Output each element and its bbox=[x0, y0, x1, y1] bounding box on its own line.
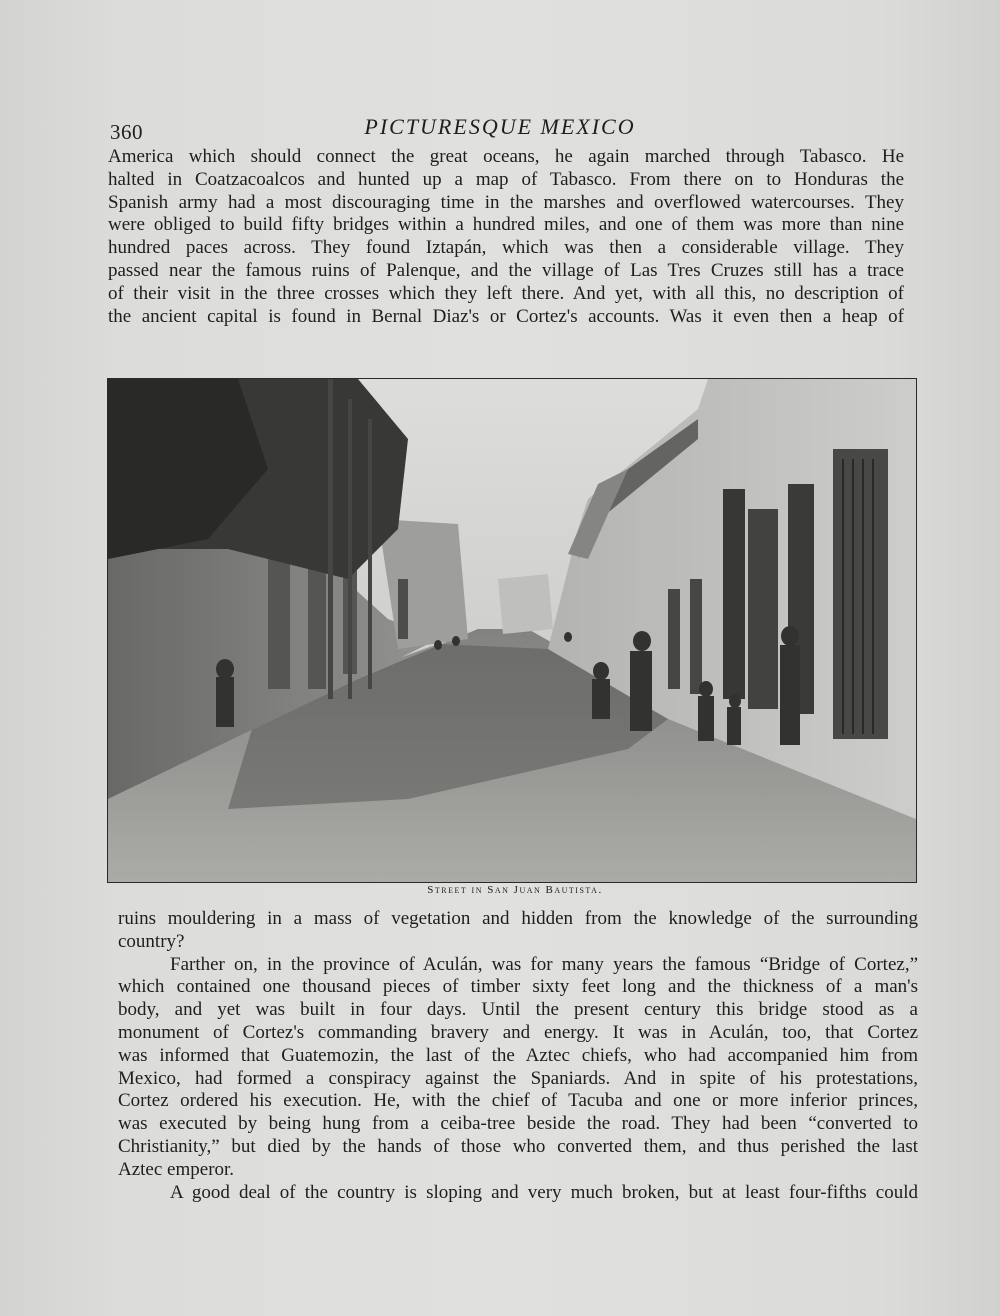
text-line: passed near the famous ruins of Palenque, and the village of Las Tres Cruzes still has a trace bbox=[108, 259, 904, 281]
text-line: Mexico, had formed a conspiracy against the Spaniards. And in spite of his protestations, bbox=[118, 1067, 918, 1089]
text-line: body, and yet was built in four days. Until the present century this bridge stood as a bbox=[118, 999, 918, 1021]
text-line: Christianity,” but died by the hands of those who converted them, and thus perished the last bbox=[118, 1135, 918, 1157]
top-paragraph bbox=[108, 146, 904, 328]
page-number: 360 bbox=[110, 120, 143, 144]
text-line: Cortez ordered his execution. He, with the chief of Tacuba and one or more inferior princes, bbox=[118, 1090, 918, 1112]
text-line: which contained one thousand pieces of timber sixty feet long and the thickness of a man's bbox=[118, 976, 918, 998]
text-line: America which should connect the great oceans, he again marched through Tabasco. He bbox=[108, 146, 904, 167]
text-line: Spanish army had a most discouraging time in the marshes and overflowed watercourses. They bbox=[108, 191, 904, 213]
text-line: of their visit in the three crosses which they left there. And yet, with all this, no description of bbox=[108, 282, 904, 304]
text-line: country? bbox=[118, 930, 185, 952]
text-line: halted in Coatzacoalcos and hunted up a map of Tabasco. From there on to Honduras the bbox=[108, 168, 904, 190]
text-line: was informed that Guatemozin, the last of the Aztec chiefs, who had accompanied him from bbox=[118, 1044, 918, 1066]
text-line: Aztec emperor. bbox=[118, 1158, 235, 1180]
text-line: Farther on, in the province of Aculán, was for many years the famous “Bridge of Cortez,” bbox=[170, 953, 918, 975]
text-line: monument of Cortez's commanding bravery and energy. It was in Aculán, too, that Cortez bbox=[118, 1021, 918, 1043]
text-line: ruins mouldering in a mass of vegetation and hidden from the knowledge of the surrounding bbox=[118, 908, 918, 929]
text-line: A good deal of the country is sloping and very much broken, but at least four-fifths could bbox=[170, 1181, 918, 1203]
bottom-paragraphs bbox=[118, 908, 918, 1204]
street-photograph bbox=[107, 378, 917, 883]
text-line: were obliged to build fifty bridges within a hundred miles, and one of them was more than nine bbox=[108, 214, 904, 236]
text-line: the ancient capital is found in Bernal Diaz's or Cortez's accounts. Was it even then a heap of bbox=[108, 305, 904, 327]
photo-caption: Street in San Juan Bautista. bbox=[427, 884, 603, 896]
text-line: hundred paces across. They found Iztapán, which was then a considerable village. They bbox=[108, 237, 904, 259]
text-line: was executed by being hung from a ceiba-tree beside the road. They had been “converted to bbox=[118, 1113, 918, 1135]
running-head: PICTURESQUE MEXICO bbox=[364, 114, 636, 139]
